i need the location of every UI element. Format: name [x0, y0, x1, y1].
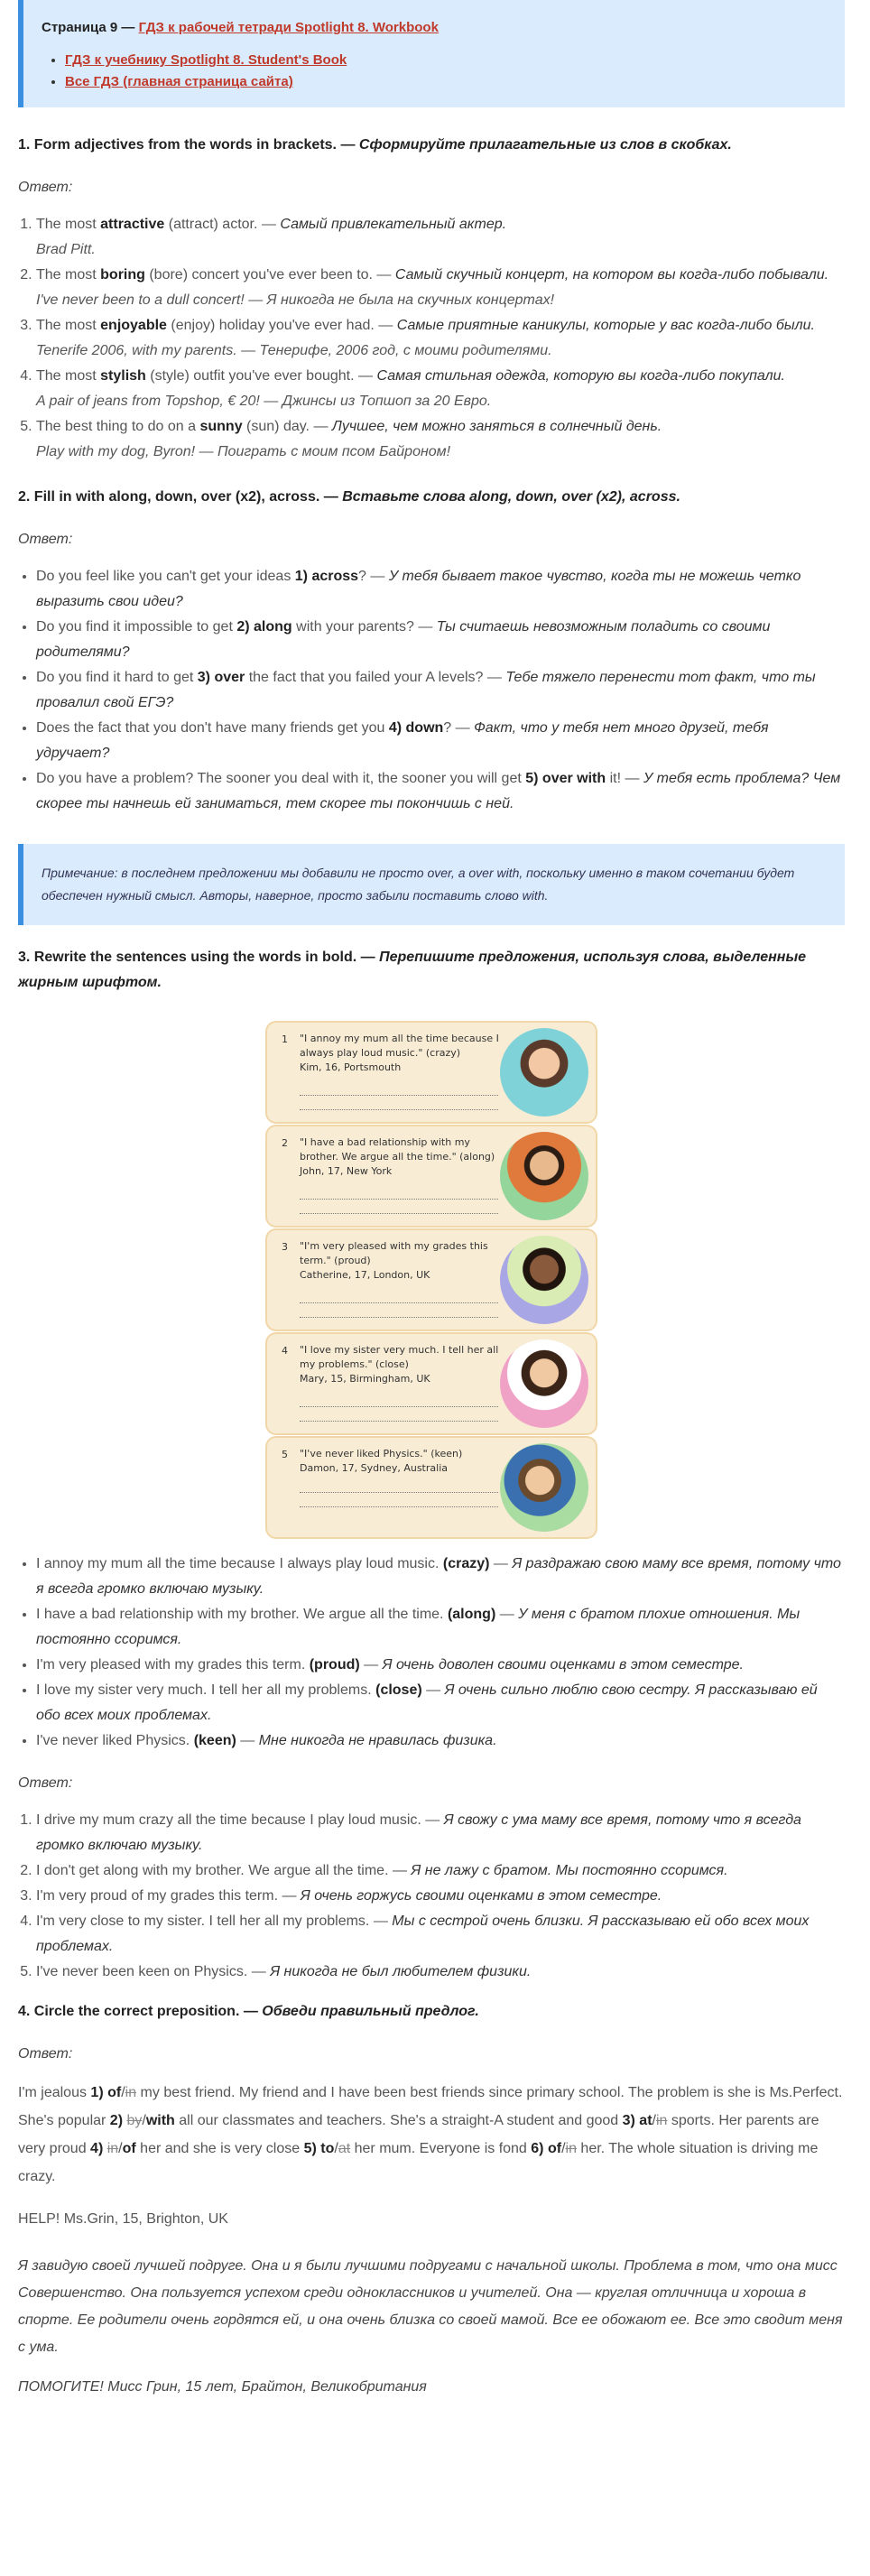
list-item: 3. The most enjoyable (enjoy) holiday you've ever had. — Самые приятные каникулы, которые у вас когда-либо были. Tenerife 2006, with my parents. — Тенерифе, 2006 год, с моими родителями.	[36, 313, 845, 364]
dotted-line	[300, 1492, 498, 1493]
quote-card	[267, 1023, 596, 1122]
dotted-line	[300, 1406, 498, 1407]
note-box: Примечание: в последнем предложении мы добавили не просто over, а over with, поскольку именно в таком сочетании будет обеспечен нужный смысл. Авторы, наверное, просто забыли поставить слово with.	[18, 844, 845, 925]
dotted-line	[300, 1506, 498, 1507]
person-photo	[500, 1028, 588, 1117]
answer-label: Ответ:	[18, 1775, 73, 1791]
answer-label: Ответ:	[18, 532, 73, 547]
list-item: 3. I'm very proud of my grades this term. — Я очень горжусь своими оценками в этом семестре.	[36, 1884, 845, 1909]
exercise-3-image	[267, 1023, 596, 1537]
letter-signature: HELP! Ms.Grin, 15, Brighton, UK	[18, 2211, 228, 2227]
exercise-2-list	[18, 564, 845, 817]
card-number: 2	[282, 1137, 288, 1149]
nav-item	[65, 71, 823, 93]
current-page-line	[42, 20, 823, 35]
list-item: 1. The most attractive (attract) actor. — Самый привлекательный актер. Brad Pitt.	[36, 212, 845, 263]
list-item: 5. I've never been keen on Physics. — Я никогда не был любителем физики.	[36, 1960, 845, 1985]
students-book-link[interactable]: ГДЗ к учебнику Spotlight 8. Student's Book	[65, 52, 347, 68]
exercise-4-title: 4. Circle the correct preposition. — Обведи правильный предлог.	[18, 2004, 479, 2019]
exercise-1-title: 1. Form adjectives from the words in brackets. — Сформируйте прилагательные из слов в скобках.	[18, 137, 732, 153]
card-text: "I have a bad relationship with my brother. We argue all the time." (along) John, 17, New York	[300, 1136, 495, 1177]
card-number: 4	[282, 1345, 288, 1357]
dotted-line	[300, 1095, 498, 1096]
quote-card	[267, 1438, 596, 1537]
answer-label: Ответ:	[18, 2046, 73, 2062]
dotted-line	[300, 1421, 498, 1422]
list-item: • I love my sister very much. I tell her all my problems. (close) — Я очень сильно люблю свою сестру. Я рассказываю ей обо всех моих проблемах.	[36, 1678, 845, 1728]
list-item: 2. The most boring (bore) concert you've ever been to. — Самый скучный концерт, на котором вы когда-либо побывали. I've never been to a dull concert! — Я никогда не была на скучных концертах!	[36, 263, 845, 313]
current-page-prefix: Страница 9 —	[42, 20, 135, 35]
list-item: • Do you find it impossible to get 2) along with your parents? — Ты считаешь невозможным поладить со своими родителями?	[36, 615, 845, 665]
exercise-2-title: 2. Fill in with along, down, over (x2), across. — Вставьте слова along, down, over (x2), across.	[18, 489, 680, 505]
person-photo	[500, 1443, 588, 1532]
dotted-line	[300, 1317, 498, 1318]
dotted-line	[300, 1109, 498, 1110]
person-photo	[500, 1236, 588, 1324]
list-item: • Does the fact that you don't have many friends get you 4) down? — Факт, что у тебя нет много друзей, тебя удручает?	[36, 716, 845, 766]
russian-signature: ПОМОГИТЕ! Мисс Грин, 15 лет, Брайтон, Великобритания	[18, 2379, 427, 2395]
exercise-1-list	[18, 212, 845, 465]
list-item: • I'm very pleased with my grades this term. (proud) — Я очень доволен своими оценками в этом семестре.	[36, 1653, 845, 1678]
exercise-4-text: I'm jealous 1) of/in my best friend. My friend and I have been best friends since primary school. The problem is she is Ms.Perfect. She's popular 2) by/with all our classmates and teachers. She's a straight-A student and good 3) at/in sports. Her parents are very proud 4) in/of her and she is very close 5) to/at her mum. Everyone is fond 6) of/in her. The whole situation is driving me crazy.	[18, 2085, 843, 2184]
nav-item	[65, 50, 823, 71]
list-item: • I have a bad relationship with my brother. We argue all the time. (along) — У меня с братом плохие отношения. Мы постоянно ссоримся.	[36, 1602, 845, 1653]
quote-card	[267, 1126, 596, 1226]
russian-translation: Я завидую своей лучшей подруге. Она и я были лучшими подругами с начальной школы. Проблема в том, что она мисс Совершенство. Она пользуется успехом среди одноклассников и учителей. Она — круглая отличница и хороша в спорте. Ее родители очень гордятся ей, и она очень близка со своей мамой. Все ее обожают ее. Все это сводит меня с ума.	[18, 2258, 843, 2355]
quote-card	[267, 1334, 596, 1433]
quote-card	[267, 1230, 596, 1330]
list-item: 2. I don't get along with my brother. We argue all the time. — Я не лажу с братом. Мы постоянно ссоримся.	[36, 1858, 845, 1884]
list-item: • Do you feel like you can't get your ideas 1) across? — У тебя бывает такое чувство, когда ты не можешь четко выразить свои идеи?	[36, 564, 845, 615]
list-item: • I've never liked Physics. (keen) — Мне никогда не нравилась физика.	[36, 1728, 845, 1754]
nav-links	[42, 50, 823, 93]
card-number: 1	[282, 1033, 288, 1045]
exercise-3-sentences	[18, 1552, 845, 1754]
card-number: 3	[282, 1241, 288, 1253]
card-text: "I've never liked Physics." (keen) Damon, 17, Sydney, Australia	[300, 1448, 463, 1474]
list-item: • I annoy my mum all the time because I always play loud music. (crazy) — Я раздражаю свою маму все время, потому что я всегда громко включаю музыку.	[36, 1552, 845, 1602]
answer-label: Ответ:	[18, 180, 73, 195]
navigation-box	[18, 0, 845, 107]
list-item: 4. I'm very close to my sister. I tell her all my problems. — Мы с сестрой очень близки. Я рассказываю ей обо всех моих проблемах.	[36, 1909, 845, 1960]
person-photo	[500, 1132, 588, 1220]
workbook-link[interactable]: ГДЗ к рабочей тетради Spotlight 8. Workbook	[138, 20, 439, 35]
list-item: 4. The most stylish (style) outfit you've ever bought. — Самая стильная одежда, которую вы когда-либо покупали. A pair of jeans from Topshop, € 20! — Джинсы из Топшоп за 20 Евро.	[36, 364, 845, 414]
card-text: "I annoy my mum all the time because I always play loud music." (crazy) Kim, 16, Portsmouth	[300, 1033, 499, 1073]
dotted-line	[300, 1199, 498, 1200]
dotted-line	[300, 1302, 498, 1303]
exercise-3-title: 3. Rewrite the sentences using the words in bold. — Перепишите предложения, используя слова, выделенные жирным шрифтом.	[18, 950, 807, 990]
list-item: 1. I drive my mum crazy all the time because I play loud music. — Я свожу с ума маму все время, потому что я всегда громко включаю музыку.	[36, 1808, 845, 1858]
card-text: "I'm very pleased with my grades this term." (proud) Catherine, 17, London, UK	[300, 1240, 488, 1281]
list-item: • Do you have a problem? The sooner you deal with it, the sooner you will get 5) over with it! — У тебя есть проблема? Чем скорее ты начнешь ей заниматься, тем скорее ты покончишь с ней.	[36, 766, 845, 817]
card-number: 5	[282, 1449, 288, 1460]
person-photo	[500, 1339, 588, 1428]
list-item: • Do you find it hard to get 3) over the fact that you failed your A levels? — Тебе тяжело перенести тот факт, что ты провалил свой ЕГЭ?	[36, 665, 845, 716]
list-item: 5. The best thing to do on a sunny (sun) day. — Лучшее, чем можно заняться в солнечный день. Play with my dog, Byron! — Поиграть с моим псом Байроном!	[36, 414, 845, 465]
dotted-line	[300, 1213, 498, 1214]
card-text: "I love my sister very much. I tell her all my problems." (close) Mary, 15, Birmingham, UK	[300, 1344, 499, 1385]
home-link[interactable]: Все ГДЗ (главная страница сайта)	[65, 74, 293, 89]
exercise-3-answers	[18, 1808, 845, 1985]
